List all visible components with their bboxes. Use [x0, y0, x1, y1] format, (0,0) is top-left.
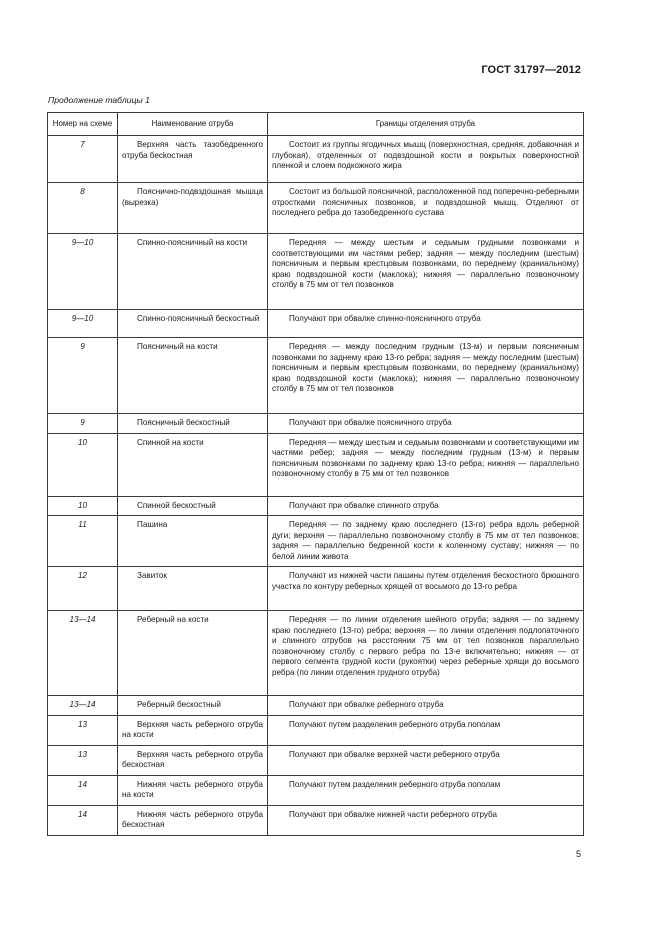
table-row	[48, 516, 584, 567]
table-row	[48, 234, 584, 310]
cell-number: 9	[48, 338, 118, 414]
cell-number: 7	[48, 136, 118, 183]
cell-name: Поясничный на кости	[118, 338, 268, 414]
cell-description: Передняя — по заднему краю последнего (13-го) ребра вдоль реберной дуги; верхняя — параллельно позвоночному столбу в 75 мм от тел позвонков; задняя — параллельно бедренной кости к коленному суставу; нижняя — по белой линии живота	[268, 516, 584, 567]
table-row	[48, 567, 584, 611]
table-row	[48, 715, 584, 745]
table-row	[48, 414, 584, 434]
table-row	[48, 611, 584, 696]
cell-number: 10	[48, 496, 118, 516]
cell-number: 9	[48, 414, 118, 434]
cell-number: 9—10	[48, 234, 118, 310]
cell-description: Состоит из большой поясничной, расположенной под поперечно-реберными отростками поясничных позвонков, и подвздошной мышц. Отделяют от последнего ребра до тазобедренного сустава	[268, 183, 584, 234]
cell-name: Пашина	[118, 516, 268, 567]
cell-name: Спинно-поясничный бескостный	[118, 310, 268, 338]
cell-number: 13—14	[48, 696, 118, 716]
cell-name: Завиток	[118, 567, 268, 611]
cell-number: 11	[48, 516, 118, 567]
table-row	[48, 433, 584, 496]
document-code: ГОСТ 31797—2012	[481, 64, 581, 76]
cell-number: 14	[48, 775, 118, 805]
cell-name: Верхняя часть реберного отруба бескостная	[118, 745, 268, 775]
table-header-row	[48, 113, 584, 136]
cell-number: 10	[48, 433, 118, 496]
table-row	[48, 745, 584, 775]
cell-number: 13	[48, 715, 118, 745]
cell-name: Спинной бескостный	[118, 496, 268, 516]
table-row	[48, 775, 584, 805]
cuts-table	[47, 112, 584, 836]
column-header-name: Наименование отруба	[118, 113, 268, 136]
cell-name: Пояснично-подвздошная мышца (вырезка)	[118, 183, 268, 234]
cell-name: Спинно-поясничный на кости	[118, 234, 268, 310]
cell-description: Получают при обвалке спинно-поясничного отруба	[268, 310, 584, 338]
cell-number: 13—14	[48, 611, 118, 696]
cell-name: Реберный бескостный	[118, 696, 268, 716]
cell-description: Получают при обвалке реберного отруба	[268, 696, 584, 716]
column-header-number: Номер на схеме	[48, 113, 118, 136]
cell-description: Получают путем разделения реберного отруба пополам	[268, 775, 584, 805]
page-number: 5	[575, 849, 581, 859]
table-row	[48, 183, 584, 234]
cell-name: Реберный на кости	[118, 611, 268, 696]
column-header-boundaries: Границы отделения отруба	[268, 113, 584, 136]
table-row	[48, 338, 584, 414]
cell-description: Получают при обвалке верхней части реберного отруба	[268, 745, 584, 775]
cell-description: Передняя — между шестым и седьмым позвонками и соответствующими им частями ребер; задняя — между последним грудным (13-м) и первым поясничным позвонками по заднему краю 13-го ребра; нижняя — параллельно позвоночному столбу в 75 мм от тел позвонков	[268, 433, 584, 496]
cell-name: Нижняя часть реберного отруба на кости	[118, 775, 268, 805]
cell-number: 14	[48, 805, 118, 835]
table-row	[48, 805, 584, 835]
cell-description: Передняя — между последним грудным (13-м) и первым поясничным позвонками по заднему краю 13-го ребра; задняя — между последним (шестым) поясничным и первым крестцовым позвонками, по переднему (краниальному) краю подвздошной кости (маклока); нижняя — параллельно позвоночному столбу в 75 мм от тел позвонков	[268, 338, 584, 414]
cell-description: Получают из нижней части пашины путем отделения бескостного брюшного участка по контуру реберных хрящей от восьмого до 13-го ребра	[268, 567, 584, 611]
table-row	[48, 136, 584, 183]
cell-description: Получают при обвалке нижней части реберного отруба	[268, 805, 584, 835]
cell-number: 12	[48, 567, 118, 611]
cell-description: Передняя — по линии отделения шейного отруба; задняя — по заднему краю последнего (13-го) ребра; верхняя — по линии отделения подлопаточного и спинного отрубов на расстоянии 75 мм от тел позвонков параллельно позвоночному столбу с первого ребра по 13-е включительно; нижняя — от первого сегмента грудной кости (рукоятки) через реберные хрящи до восьмого ребра (по линии отделения грудного отруба)	[268, 611, 584, 696]
table-row	[48, 310, 584, 338]
cell-name: Поясничный бескостный	[118, 414, 268, 434]
cell-name: Верхняя часть тазобедренного отруба бесkостная	[118, 136, 268, 183]
cell-description: Состоит из группы ягодичных мышц (поверхностная, средняя, добавочная и глубокая), отделенных от подвздошной кости и покрытых поверхностной пленкой и слоем подкожного жира	[268, 136, 584, 183]
cell-description: Получают при обвалке спинного отруба	[268, 496, 584, 516]
cell-description: Получают путем разделения реберного отруба пополам	[268, 715, 584, 745]
cell-number: 13	[48, 745, 118, 775]
cell-name: Верхняя часть реберного отруба на кости	[118, 715, 268, 745]
table-row	[48, 696, 584, 716]
cell-name: Спинной на кости	[118, 433, 268, 496]
table-caption: Продолжение таблицы 1	[48, 95, 150, 105]
cell-number: 8	[48, 183, 118, 234]
cell-description: Передняя — между шестым и седьмым грудными позвонками и соответствующими им частями ребер; задняя — между последним (шестым) поясничным и первым крестцовым позвонками, по переднему (краниальному) краю подвздошной кости (маклока); нижняя — параллельно позвоночному столбу в 75 мм от тел позвонков	[268, 234, 584, 310]
cell-description: Получают при обвалке поясничного отруба	[268, 414, 584, 434]
table-row	[48, 496, 584, 516]
cell-number: 9—10	[48, 310, 118, 338]
cell-name: Нижняя часть реберного отруба бескостная	[118, 805, 268, 835]
